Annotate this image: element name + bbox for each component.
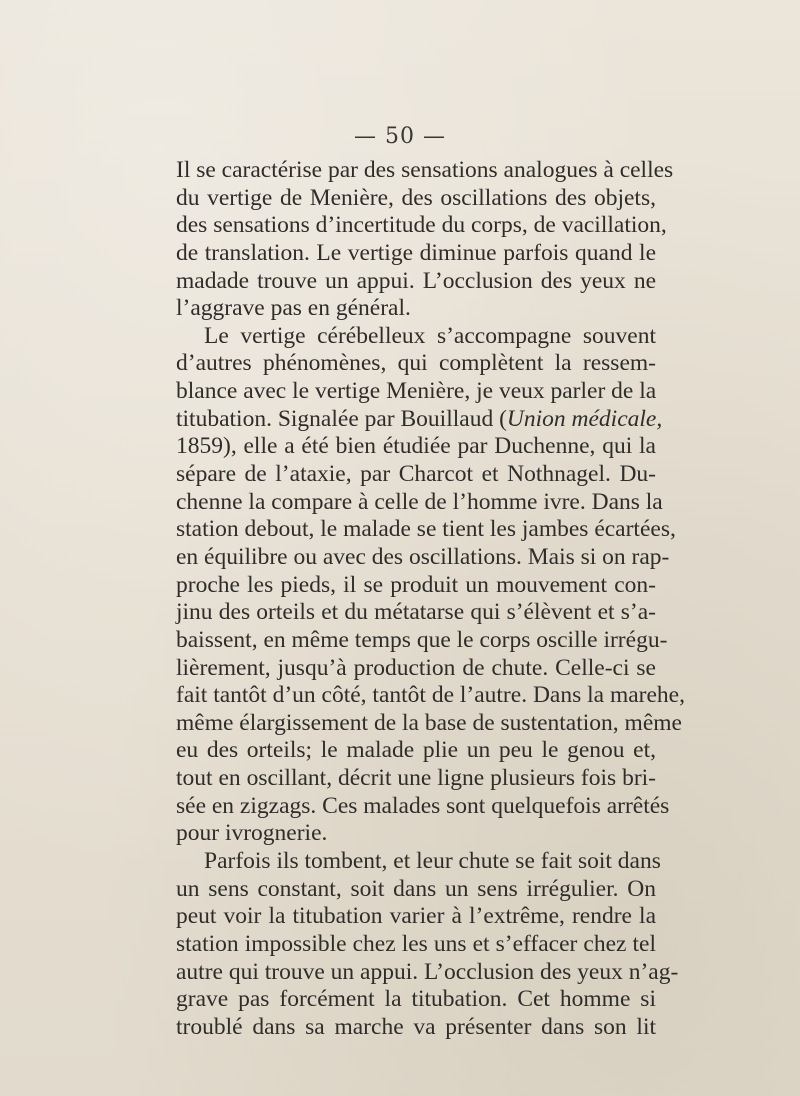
text-line: Il se caractérise par des sensations analogues à celles bbox=[176, 157, 674, 183]
text-line-with-citation bbox=[176, 405, 663, 434]
text-line: autre qui trouve un appui. L’occlusion des yeux n’ag- bbox=[176, 958, 679, 985]
text-line: troublé dans sa marche va présenter dans son lit bbox=[176, 1013, 656, 1040]
text-line: en équilibre ou avec des oscillations. Mais si on rap- bbox=[176, 543, 670, 570]
text-line: Parfois ils tombent, et leur chute se fait soit dans bbox=[204, 848, 661, 875]
text-line: eu des orteils; le malade plie un peu le genou et, bbox=[176, 737, 656, 764]
text-line: pour ivrognerie. bbox=[176, 820, 328, 847]
text-line: proche les pieds, il se produit un mouvement con- bbox=[176, 571, 656, 598]
text-line: d’autres phénomènes, qui complètent la ressem- bbox=[176, 350, 656, 377]
text-line: lièrement, jusqu’à production de chute. Celle-ci se bbox=[176, 654, 656, 681]
text-line: sépare de l’ataxie, par Charcot et Nothnagel. Du- bbox=[176, 461, 656, 488]
journal-title: Union médicale, bbox=[506, 405, 663, 432]
text-line: jinu des orteils et du métatarse qui s’élèvent et s’a- bbox=[176, 599, 656, 626]
text-line: des sensations d’incertitude du corps, de vacillation, bbox=[176, 212, 667, 239]
text-line: sée en zigzags. Ces malades sont quelquefois arrêtés bbox=[176, 792, 670, 819]
page-number: — 50 — bbox=[354, 124, 446, 149]
text-line: chenne la compare à celle de l’homme ivre. Dans la bbox=[176, 488, 663, 515]
text-line: 1859), elle a été bien étudiée par Duchenne, qui la bbox=[176, 433, 656, 460]
text-line: fait tantôt d’un côté, tantôt de l’autre. Dans la marehe, bbox=[176, 682, 685, 709]
text-line: même élargissement de la base de sustentation, même bbox=[176, 709, 682, 736]
text-line: du vertige de Menière, des oscillations des objets, bbox=[176, 184, 656, 211]
text-line: blance avec le vertige Menière, je veux parler de la bbox=[176, 378, 657, 405]
text-segment: titubation. Signalée par Bouillaud ( bbox=[176, 405, 507, 432]
text-line: station debout, le malade se tient les jambes écartées, bbox=[176, 516, 676, 543]
text-line: baissent, en même temps que le corps oscille irrégu- bbox=[176, 626, 668, 653]
text-line: station impossible chez les uns et s’effacer chez tel bbox=[176, 930, 656, 957]
text-line: Le vertige cérébelleux s’accompagne souvent bbox=[204, 322, 656, 349]
text-line: grave pas forcément la titubation. Cet homme si bbox=[176, 986, 656, 1013]
body-text bbox=[176, 157, 685, 1042]
text-line: l’aggrave pas en général. bbox=[176, 295, 411, 322]
text-line: tout en oscillant, décrit une ligne plusieurs fois bri- bbox=[176, 765, 656, 792]
text-line: de translation. Le vertige diminue parfois quand le bbox=[176, 239, 656, 266]
text-line: un sens constant, soit dans un sens irrégulier. On bbox=[176, 875, 656, 902]
text-line: peut voir la titubation varier à l’extrême, rendre la bbox=[176, 903, 656, 930]
text-line: madade trouve un appui. L’occlusion des yeux ne bbox=[176, 267, 656, 294]
